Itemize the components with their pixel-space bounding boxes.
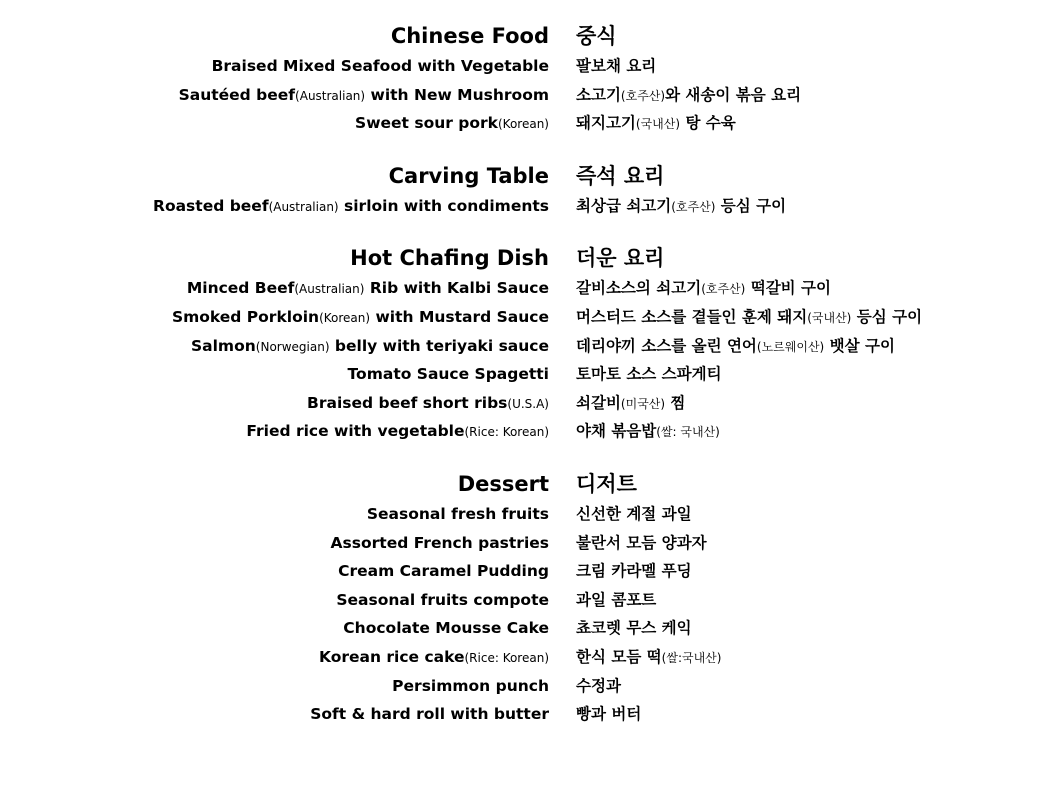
item-name-ko-main: 최상급 쇠고기 <box>576 196 672 215</box>
section-title-ko: 디저트 <box>576 471 637 496</box>
item-name-ko-main: 토마토 소스 스파게티 <box>576 365 722 384</box>
menu-item <box>0 332 1056 361</box>
item-origin-ko: (쌀:국내산) <box>661 650 722 665</box>
item-name-en <box>0 303 549 333</box>
section-title-ko: 즉석 요리 <box>576 163 665 188</box>
item-name-ko <box>576 332 895 362</box>
item-name-ko-main: 데리야끼 소스를 올린 연어 <box>576 336 757 355</box>
item-name-ko <box>576 529 707 558</box>
item-name-ko-main: 소고기 <box>576 85 621 104</box>
item-name-ko <box>576 557 692 586</box>
menu-item <box>0 417 1056 446</box>
item-name-ko-rest: 탕 수육 <box>680 114 736 133</box>
section-header <box>0 160 1056 192</box>
item-name-ko-main: 크림 카라멜 푸딩 <box>576 562 692 581</box>
item-name-en-main: Seasonal fresh fruits <box>366 504 549 523</box>
item-name-en-rest: belly with teriyaki sauce <box>329 336 549 355</box>
item-name-ko-main: 한식 모듬 떡 <box>576 647 662 666</box>
item-origin-en: (Australian) <box>294 282 365 297</box>
section-title-en: Carving Table <box>388 163 549 188</box>
item-name-ko-main: 갈비소스의 쇠고기 <box>576 279 702 298</box>
item-name-ko <box>576 192 786 222</box>
item-name-en <box>0 360 549 389</box>
item-name-en <box>0 614 549 643</box>
item-name-en-main: Persimmon punch <box>392 676 549 695</box>
item-name-en-main: Braised beef short ribs <box>307 393 508 412</box>
menu-item <box>0 303 1056 332</box>
item-name-en-main: Chocolate Mousse Cake <box>343 619 549 638</box>
item-name-en-rest: Rib with Kalbi Sauce <box>364 279 549 298</box>
item-origin-en: (Rice: Korean) <box>464 425 549 440</box>
item-name-en-rest: sirloin with condiments <box>338 196 549 215</box>
item-name-ko <box>576 389 685 419</box>
item-origin-ko: (국내산) <box>807 310 852 325</box>
item-origin-en: (Australian) <box>268 199 339 214</box>
item-name-en-main: Minced Beef <box>186 279 295 298</box>
item-name-en <box>0 557 549 586</box>
item-name-ko-rest: 와 새송이 볶음 요리 <box>665 85 802 104</box>
item-name-en <box>0 192 549 222</box>
item-origin-en: (Korean) <box>498 117 549 132</box>
item-name-ko <box>576 614 692 643</box>
item-name-en-main: Fried rice with vegetable <box>246 422 465 441</box>
item-name-en <box>0 81 549 111</box>
item-origin-ko: (노르웨이산) <box>756 339 825 354</box>
menu-section <box>0 160 1056 221</box>
item-name-en <box>0 586 549 615</box>
item-name-ko-rest: 찜 <box>665 393 686 412</box>
item-origin-en: (Korean) <box>319 310 371 325</box>
item-name-ko-main: 과일 콤포트 <box>576 590 657 609</box>
item-name-en-main: Soft & hard roll with butter <box>310 705 549 724</box>
menu-item <box>0 557 1056 586</box>
item-name-ko-rest: 등심 구이 <box>851 307 923 326</box>
item-origin-en: (Australian) <box>295 88 366 103</box>
item-origin-ko: (쌀: 국내산) <box>656 425 720 440</box>
item-name-en <box>0 109 549 139</box>
menu-item <box>0 500 1056 529</box>
menu-item <box>0 81 1056 110</box>
menu-item <box>0 192 1056 221</box>
menu-section <box>0 242 1056 446</box>
item-name-ko <box>576 500 692 529</box>
item-name-en-main: Braised Mixed Seafood with Vegetable <box>211 57 549 75</box>
menu-item <box>0 700 1056 729</box>
menu-item <box>0 52 1056 81</box>
item-name-en <box>0 700 549 729</box>
item-name-en-main: Smoked Porkloin <box>171 307 320 326</box>
section-title-en: Chinese Food <box>390 24 549 48</box>
item-name-en-main: Tomato Sauce Spagetti <box>347 365 549 384</box>
item-name-en <box>0 643 549 673</box>
item-name-en-main: Korean rice cake <box>318 647 465 666</box>
item-name-ko <box>576 643 721 673</box>
item-name-ko <box>576 586 656 615</box>
item-name-ko-main: 빵과 버터 <box>576 705 642 724</box>
menu-item <box>0 586 1056 615</box>
item-origin-ko: (호주산) <box>620 88 666 103</box>
item-name-ko-main: 불란서 모듬 양과자 <box>576 533 707 552</box>
item-origin-ko: (호주산) <box>701 282 746 297</box>
item-origin-ko: (호주산) <box>671 199 716 214</box>
item-name-ko <box>576 52 656 81</box>
item-name-en <box>0 417 549 447</box>
item-name-en-main: Salmon <box>191 336 256 355</box>
menu-item <box>0 672 1056 701</box>
menu-section <box>0 20 1056 138</box>
item-name-en <box>0 500 549 529</box>
item-name-ko-main: 돼지고기 <box>576 114 636 133</box>
item-name-en-main: Sautéed beef <box>178 85 296 104</box>
menu-item <box>0 529 1056 558</box>
item-name-ko-rest: 뱃살 구이 <box>824 336 895 355</box>
item-name-en <box>0 52 549 81</box>
item-name-ko-rest: 떡갈비 구이 <box>745 279 831 298</box>
menu-item <box>0 614 1056 643</box>
item-origin-en: (Rice: Korean) <box>464 650 549 665</box>
section-header <box>0 242 1056 274</box>
item-name-en-main: Roasted beef <box>153 196 269 215</box>
item-name-ko <box>576 109 736 139</box>
menu-item <box>0 109 1056 138</box>
item-origin-ko: (국내산) <box>635 117 681 132</box>
menu-item <box>0 643 1056 672</box>
item-name-ko-rest: 등심 구이 <box>715 196 787 215</box>
item-name-ko-main: 야채 볶음밥 <box>576 422 657 441</box>
item-name-en <box>0 332 549 362</box>
item-name-en-main: Cream Caramel Pudding <box>338 562 549 581</box>
item-name-ko-main: 쵸코렛 무스 케익 <box>576 619 692 638</box>
menu-item <box>0 389 1056 418</box>
item-origin-en: (Norwegian) <box>255 339 330 354</box>
section-title-ko: 중식 <box>576 24 617 48</box>
item-name-ko <box>576 274 831 304</box>
item-name-ko <box>576 360 722 389</box>
section-title-en: Hot Chafing Dish <box>350 246 549 271</box>
item-name-en-rest: with New Mushroom <box>365 85 549 104</box>
item-name-ko-main: 쇠갈비 <box>576 393 621 412</box>
section-header <box>0 20 1056 52</box>
item-name-ko <box>576 700 641 729</box>
item-name-ko-main: 수정과 <box>576 676 621 695</box>
item-name-en-rest: with Mustard Sauce <box>370 307 549 326</box>
item-name-ko <box>576 303 922 333</box>
menu-item <box>0 274 1056 303</box>
menu-section <box>0 468 1056 729</box>
item-name-en <box>0 529 549 558</box>
item-name-en-main: Assorted French pastries <box>330 533 549 552</box>
item-origin-ko: (미국산) <box>620 396 666 411</box>
item-name-ko-main: 머스터드 소스를 곁들인 훈제 돼지 <box>576 307 808 326</box>
item-name-en-main: Seasonal fruits compote <box>336 590 549 609</box>
buffet-menu <box>0 20 1056 751</box>
item-origin-en: (U.S.A) <box>507 396 549 411</box>
menu-item <box>0 360 1056 389</box>
section-title-ko: 더운 요리 <box>576 246 665 271</box>
item-name-en <box>0 672 549 701</box>
item-name-ko-main: 팔보채 요리 <box>576 57 657 75</box>
item-name-ko <box>576 672 621 701</box>
item-name-ko <box>576 81 801 111</box>
section-header <box>0 468 1056 500</box>
item-name-en <box>0 274 549 304</box>
item-name-ko-main: 신선한 계절 과일 <box>576 504 692 523</box>
item-name-en-main: Sweet sour pork <box>355 114 498 133</box>
item-name-en <box>0 389 549 419</box>
item-name-ko <box>576 417 720 447</box>
section-title-en: Dessert <box>457 471 549 496</box>
